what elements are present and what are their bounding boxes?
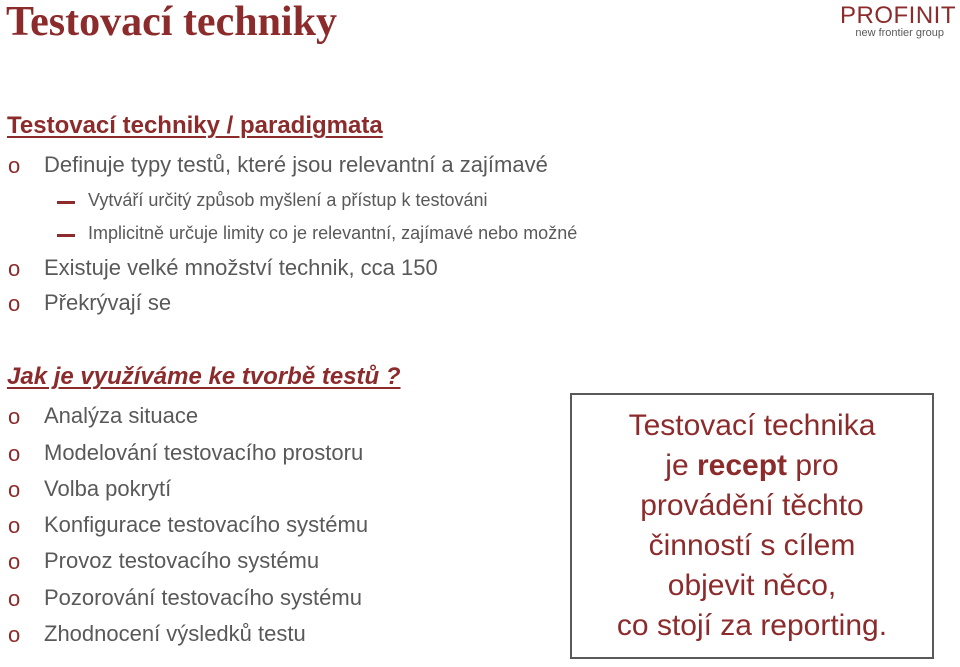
callout-line xyxy=(665,446,838,486)
list-item-text: Překrývají se xyxy=(44,290,172,315)
bullet-marker: o xyxy=(8,549,21,574)
bullet-marker: o xyxy=(8,291,21,316)
callout-text: je xyxy=(665,449,697,482)
callout-line: činností s cílem xyxy=(648,529,856,562)
section-heading-usage: Jak je využíváme ke tvorbě testů ? xyxy=(7,363,401,390)
definition-callout xyxy=(570,393,934,659)
callout-line: objevit něco, xyxy=(667,569,837,602)
list-item-text: Existuje velké množství technik, cca 150 xyxy=(44,255,438,280)
bullet-marker: o xyxy=(8,153,21,178)
company-logo xyxy=(840,2,956,39)
bullet-marker: o xyxy=(8,256,21,281)
bullet-marker: o xyxy=(8,586,21,611)
callout-emphasis: recept xyxy=(696,449,788,482)
list-item-text: Analýza situace xyxy=(44,403,199,428)
list-item-text: Pozorování testovacího systému xyxy=(44,585,362,610)
bullet-marker: o xyxy=(8,622,21,647)
list-item-text: Konfigurace testovacího systému xyxy=(44,512,369,537)
list-item-text: Vytváří určitý způsob myšlení a přístup k testováni xyxy=(88,190,488,210)
section-heading-paradigms: Testovací techniky / paradigmata xyxy=(7,112,383,139)
callout-text: pro xyxy=(787,449,839,482)
bullet-marker: o xyxy=(8,513,21,538)
callout-line: Testovací technika xyxy=(628,409,876,442)
list-item-text: Volba pokrytí xyxy=(44,476,172,501)
list-item-text: Provoz testovacího systému xyxy=(44,548,320,573)
bullet-marker: o xyxy=(8,477,21,502)
bullet-marker: o xyxy=(8,441,21,466)
dash-marker xyxy=(57,234,75,237)
callout-line: provádění těchto xyxy=(640,489,864,522)
dash-marker xyxy=(57,201,75,204)
page-title: Testovací techniky xyxy=(6,0,337,45)
list-item-text: Implicitně určuje limity co je relevantní, zajímavé nebo možné xyxy=(88,223,578,243)
list-item-text: Zhodnocení výsledků testu xyxy=(44,621,306,646)
logo-tagline: new frontier group xyxy=(855,27,944,39)
list-item-text: Modelování testovacího prostoru xyxy=(44,440,364,465)
bullet-marker: o xyxy=(8,404,21,429)
list-item-text: Definuje typy testů, které jsou relevantní a zajímavé xyxy=(44,152,548,177)
callout-line: co stojí za reporting. xyxy=(616,609,888,642)
logo-name: PROFINIT xyxy=(840,2,956,29)
